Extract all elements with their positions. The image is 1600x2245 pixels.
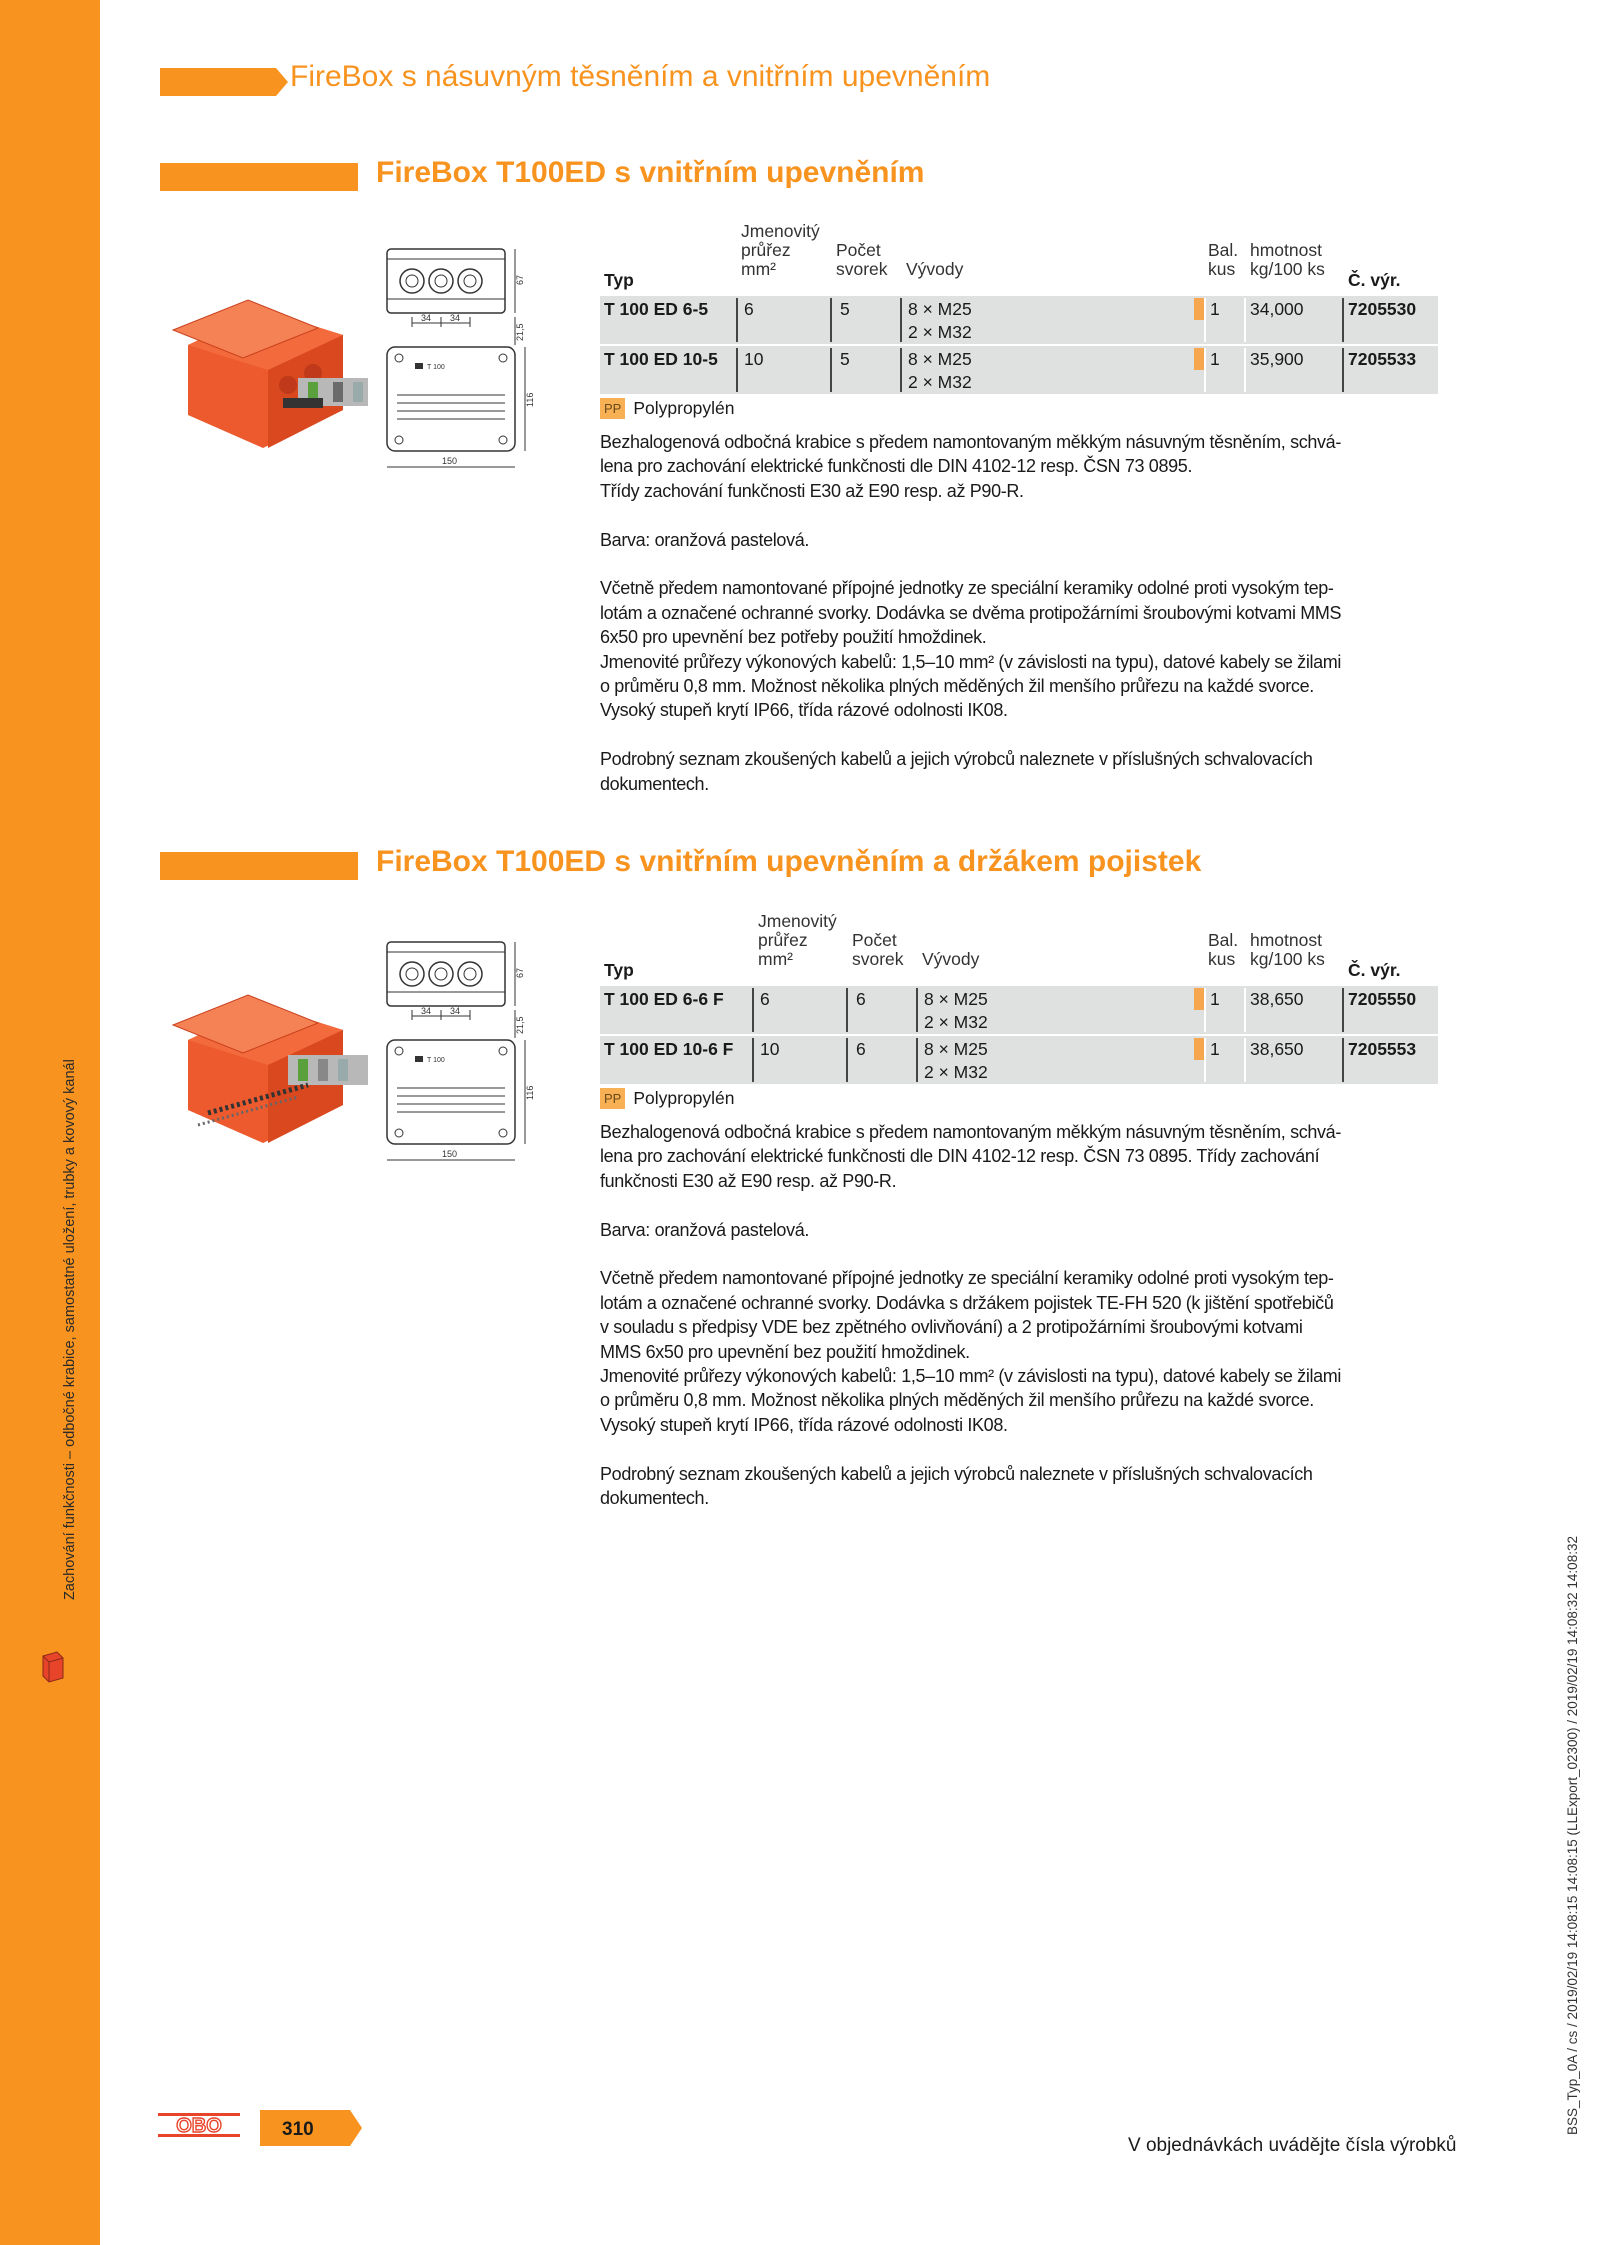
cell-cislo: 7205550	[1348, 989, 1417, 1009]
table-row	[600, 294, 1438, 344]
desc-line: Včetně předem namontované přípojné jednotky ze speciální keramiky odolné proti vysokým tep-	[600, 578, 1334, 599]
cell-pocet: 5	[840, 349, 850, 369]
desc-line: o průměru 0,8 mm. Možnost několika plných měděných žil menšího průřezu na každé svorce.	[600, 676, 1314, 697]
product-table	[600, 912, 1438, 1084]
cell-bal: 1	[1210, 989, 1220, 1009]
col-bal: Bal.	[1208, 930, 1239, 950]
cell-vyvody: 8 × M25	[908, 349, 972, 369]
section-title: FireBox T100ED s vnitřním upevněním a držákem pojistek	[376, 845, 1202, 878]
material-label: Polypropylén	[633, 1088, 735, 1108]
firebox-icon	[40, 1650, 66, 1684]
cell-hmotnost: 38,650	[1250, 989, 1304, 1009]
document-meta: BSS_Typ_0A / cs / 2019/02/19 14:08:15 14:08:15 (LLExport_02300) / 2019/02/19 14:08:32 14:08:32	[1565, 1536, 1580, 2135]
drawing-label: T 100	[427, 364, 445, 371]
desc-line: lotám a označené ochranné svorky. Dodávka se dvěma protipožárními šroubovými kotvami MMS	[600, 602, 1342, 623]
material-badge: PP	[600, 1088, 625, 1109]
cell-vyvody: 2 × M32	[924, 1012, 988, 1032]
dim-b: 34	[450, 1006, 461, 1016]
col-mm2: mm²	[758, 949, 793, 969]
dim-w: 150	[442, 456, 458, 466]
description	[600, 1120, 1440, 1510]
product-photo	[168, 290, 393, 450]
cell-bal: 1	[1210, 1039, 1220, 1059]
dim-w: 150	[442, 1149, 458, 1159]
col-mm2: mm²	[741, 259, 776, 279]
desc-line: Barva: oranžová pastelová.	[600, 529, 810, 550]
cell-typ: T 100 ED 6-5	[604, 299, 709, 319]
header-tab	[160, 68, 276, 96]
desc-line: lotám a označené ochranné svorky. Dodávka s držákem pojistek TE-FH 520 (k jištění spotřebičů	[600, 1292, 1334, 1313]
col-kg: kg/100 ks	[1250, 259, 1325, 279]
col-svorek: svorek	[836, 259, 888, 279]
cell-pocet: 5	[840, 299, 850, 319]
sidebar	[0, 0, 100, 2245]
dim-a: 34	[421, 1006, 432, 1016]
desc-line: Třídy zachování funkčnosti E30 až E90 resp. až P90-R.	[600, 480, 1024, 501]
product-photo	[168, 985, 393, 1145]
desc-line: Vysoký stupeň krytí IP66, třída rázové odolnosti IK08.	[600, 700, 1008, 721]
desc-line: lena pro zachování elektrické funkčnosti dle DIN 4102-12 resp. ČSN 73 0895.	[600, 456, 1193, 477]
col-jmenovity: Jmenovitý	[758, 911, 837, 931]
cell-vyvody: 8 × M25	[924, 989, 988, 1009]
cell-hmotnost: 38,650	[1250, 1039, 1304, 1059]
cell-cislo: 7205553	[1348, 1039, 1417, 1059]
cell-prurez: 10	[760, 1039, 780, 1059]
desc-line: Jmenovité průřezy výkonových kabelů: 1,5–10 mm² (v závislosti na typu), datové kabely se žilami	[600, 1366, 1342, 1387]
cell-cislo: 7205533	[1348, 349, 1417, 369]
col-typ: Typ	[604, 960, 634, 980]
col-vyvody: Vývody	[906, 259, 964, 279]
cell-bal: 1	[1210, 349, 1220, 369]
material-line	[600, 398, 735, 419]
footer-note: V objednávkách uvádějte čísla výrobků	[1128, 2135, 1457, 2156]
col-kus: kus	[1208, 259, 1236, 279]
cell-prurez: 6	[744, 299, 754, 319]
dim-h1: 67	[515, 967, 525, 978]
col-kg: kg/100 ks	[1250, 949, 1325, 969]
col-kus: kus	[1208, 949, 1236, 969]
cell-vyvody: 8 × M25	[924, 1039, 988, 1059]
dim-h3: 116	[525, 1085, 535, 1100]
col-hmotnost: hmotnost	[1250, 240, 1322, 260]
desc-line: dokumentech.	[600, 1488, 709, 1509]
cell-prurez: 10	[744, 349, 764, 369]
cell-vyvody: 2 × M32	[908, 322, 972, 342]
desc-line: lena pro zachování elektrické funkčnosti dle DIN 4102-12 resp. ČSN 73 0895. Třídy zachování	[600, 1146, 1320, 1167]
desc-line: Barva: oranžová pastelová.	[600, 1219, 810, 1240]
cell-pocet: 6	[856, 989, 866, 1009]
cell-typ: T 100 ED 6-6 F	[604, 989, 724, 1009]
col-cvyr: Č. výr.	[1348, 270, 1401, 290]
desc-line: Včetně předem namontované přípojné jednotky ze speciální keramiky odolné proti vysokým tep-	[600, 1268, 1334, 1289]
description	[600, 430, 1440, 796]
cell-cislo: 7205530	[1348, 299, 1417, 319]
dim-b: 34	[450, 313, 461, 323]
dim-h2: 21,5	[515, 323, 525, 341]
desc-line: Vysoký stupeň krytí IP66, třída rázové odolnosti IK08.	[600, 1414, 1008, 1435]
col-prurez: průřez	[758, 930, 808, 950]
page-header: FireBox s násuvným těsněním a vnitřním upevněním	[290, 60, 991, 93]
dim-h1: 67	[515, 274, 525, 285]
cell-vyvody: 2 × M32	[908, 372, 972, 392]
cell-hmotnost: 34,000	[1250, 299, 1304, 319]
dim-a: 34	[421, 313, 432, 323]
table-header	[600, 222, 1438, 294]
col-typ: Typ	[604, 270, 634, 290]
cell-typ: T 100 ED 10-6 F	[604, 1039, 734, 1059]
desc-line: Jmenovité průřezy výkonových kabelů: 1,5–10 mm² (v závislosti na typu), datové kabely se žilami	[600, 651, 1342, 672]
col-jmenovity: Jmenovitý	[741, 221, 820, 241]
sidebar-chapter-text: Zachování funkčnosti – odbočné krabice, samostatné uložení, trubky a kovový kanál	[62, 1059, 78, 1600]
page-number: 310	[282, 2119, 314, 2140]
cell-vyvody: 2 × M32	[924, 1062, 988, 1082]
col-hmotnost: hmotnost	[1250, 930, 1322, 950]
section-bar	[160, 163, 358, 191]
col-pocet: Počet	[836, 240, 881, 260]
col-vyvody: Vývody	[922, 949, 980, 969]
col-svorek: svorek	[852, 949, 904, 969]
material-label: Polypropylén	[633, 398, 735, 418]
drawing-label: T 100	[427, 1057, 445, 1064]
cell-prurez: 6	[760, 989, 770, 1009]
desc-line: dokumentech.	[600, 773, 709, 794]
desc-line: v souladu s předpisy VDE bez zpětného ovlivňování) a 2 protipožárními šroubovými kotvami	[600, 1317, 1303, 1338]
table-row	[600, 984, 1438, 1034]
technical-drawing	[385, 245, 585, 477]
col-bal: Bal.	[1208, 240, 1239, 260]
table-row	[600, 1034, 1438, 1084]
dim-h2: 21,5	[515, 1016, 525, 1034]
col-prurez: průřez	[741, 240, 791, 260]
desc-line: MMS 6x50 pro upevnění bez použití hmoždinek.	[600, 1341, 970, 1362]
desc-line: Bezhalogenová odbočná krabice s předem namontovaným měkkým násuvným těsněním, schvá-	[600, 432, 1341, 452]
desc-line: Podrobný seznam zkoušených kabelů a jejich výrobců naleznete v příslušných schvalovacích	[600, 1463, 1313, 1484]
dim-h3: 116	[525, 392, 535, 407]
cell-pocet: 6	[856, 1039, 866, 1059]
col-cvyr: Č. výr.	[1348, 960, 1401, 980]
desc-line: 6x50 pro upevnění bez potřeby použití hmoždinek.	[600, 627, 987, 648]
logo-text: OBO	[176, 2115, 222, 2137]
cell-hmotnost: 35,900	[1250, 349, 1304, 369]
cell-vyvody: 8 × M25	[908, 299, 972, 319]
product-table	[600, 222, 1438, 394]
obo-logo	[158, 2112, 240, 2138]
section-title: FireBox T100ED s vnitřním upevněním	[376, 156, 925, 189]
desc-line: Podrobný seznam zkoušených kabelů a jejich výrobců naleznete v příslušných schvalovacích	[600, 749, 1313, 770]
desc-line: funkčnosti E30 až E90 resp. až P90-R.	[600, 1170, 897, 1191]
section-bar	[160, 852, 358, 880]
cell-typ: T 100 ED 10-5	[604, 349, 718, 369]
table-header	[600, 912, 1438, 984]
table-row	[600, 344, 1438, 394]
desc-line: o průměru 0,8 mm. Možnost několika plných měděných žil menšího průřezu na každé svorce.	[600, 1390, 1314, 1411]
material-badge: PP	[600, 398, 625, 419]
col-pocet: Počet	[852, 930, 897, 950]
desc-line: Bezhalogenová odbočná krabice s předem namontovaným měkkým násuvným těsněním, schvá-	[600, 1122, 1341, 1142]
technical-drawing	[385, 938, 585, 1170]
cell-bal: 1	[1210, 299, 1220, 319]
material-line	[600, 1088, 735, 1109]
